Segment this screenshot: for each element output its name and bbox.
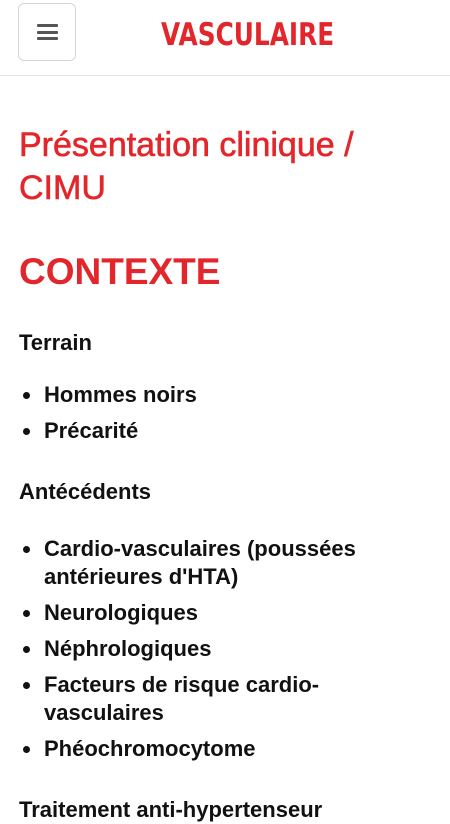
- group-heading-terrain: Terrain: [19, 330, 92, 355]
- main-content: [0, 124, 450, 824]
- brand-title[interactable]: VASCULAIRE: [161, 17, 335, 53]
- list-item: Cardio-vasculaires (poussées antérieures d'HTA): [19, 535, 404, 591]
- list-item: Précarité: [19, 417, 404, 445]
- terrain-list: [19, 381, 431, 445]
- menu-button[interactable]: [18, 3, 76, 61]
- group-heading-antecedents: Antécédents: [19, 479, 152, 504]
- list-item: Facteurs de risque cardio-vasculaires: [19, 671, 404, 727]
- top-app-bar: [0, 0, 450, 76]
- hamburger-menu-icon: [37, 24, 58, 40]
- section-title: CONTEXTE: [19, 251, 221, 292]
- page-title: Présentation clinique / CIMU: [19, 126, 354, 207]
- antecedents-list: [19, 535, 431, 763]
- list-item: Hommes noirs: [19, 381, 404, 409]
- list-item: Phéochromocytome: [19, 735, 404, 763]
- list-item: Néphrologiques: [19, 635, 404, 663]
- group-heading-traitement: Traitement anti-hypertenseur: [19, 797, 323, 822]
- list-item: Neurologiques: [19, 599, 404, 627]
